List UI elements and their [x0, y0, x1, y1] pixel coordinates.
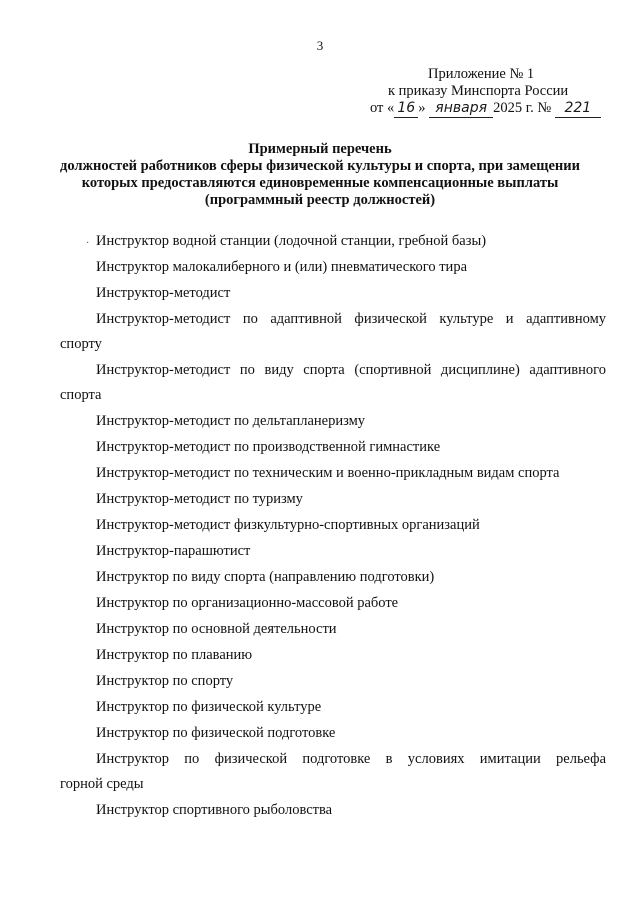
position-text: Инструктор по организационно-массовой работе [96, 595, 399, 611]
position-text: Инструктор-методист по туризму [96, 491, 303, 507]
position-item [60, 698, 606, 716]
position-text: Инструктор спортивного рыболовства [96, 802, 333, 818]
heading-line-4: (программный реестр должностей) [204, 192, 436, 208]
appendix-order-ref: к приказу Минспорта России [388, 83, 569, 99]
position-text: Инструктор по физической подготовке в условиях имитации рельефа [96, 751, 606, 767]
position-item [60, 258, 606, 276]
position-item [60, 646, 606, 664]
position-text: Инструктор-методист физкультурно-спортивных организаций [96, 517, 480, 533]
position-text: Инструктор по спорту [96, 673, 234, 689]
appendix-title: Приложение № 1 [428, 66, 535, 82]
year-text: 2025 г. № [493, 100, 552, 116]
page-number: 3 [316, 38, 324, 53]
position-text-continuation: спорта [60, 387, 102, 403]
position-item [60, 232, 606, 250]
position-item [60, 568, 606, 586]
position-item [60, 801, 606, 819]
heading-line-1: Примерный перечень [248, 141, 392, 157]
position-text: Инструктор по плаванию [96, 647, 253, 663]
stray-mark: · [86, 238, 90, 249]
position-item [60, 464, 606, 482]
position-text: Инструктор по основной деятельности [96, 621, 337, 637]
position-text: Инструктор по физической подготовке [96, 725, 336, 741]
position-text: Инструктор-методист [96, 285, 231, 301]
position-item [60, 724, 606, 742]
position-item [60, 750, 606, 793]
position-item [60, 361, 606, 404]
document-heading [20, 141, 620, 209]
position-item [60, 284, 606, 302]
position-item [60, 620, 606, 638]
position-text: Инструктор малокалиберного и (или) пневматического тира [96, 259, 468, 275]
position-text: Инструктор-методист по техническим и военно-прикладным видам спорта [96, 465, 560, 481]
date-prefix: от « [370, 100, 395, 116]
positions-list [60, 232, 606, 827]
heading-line-2: должностей работников сферы физической культуры и спорта, при замещении [59, 158, 580, 174]
position-text: Инструктор по виду спорта (направлению подготовки) [96, 569, 435, 585]
position-text-continuation: горной среды [60, 776, 144, 792]
position-text: Инструктор-методист по производственной гимнастике [96, 439, 441, 455]
appendix-block [370, 66, 610, 118]
position-text-continuation: спорту [60, 336, 102, 352]
position-item [60, 412, 606, 430]
heading-line-3: которых предоставляются единовременные компенсационные выплаты [81, 175, 559, 191]
handwritten-month: января [429, 100, 493, 118]
handwritten-order-number: 221 [555, 100, 601, 118]
position-text: Инструктор по физической культуре [96, 699, 322, 715]
handwritten-day: 16 [394, 100, 418, 118]
position-item [60, 542, 606, 560]
position-text: Инструктор-методист по дельтапланеризму [96, 413, 366, 429]
position-text: Инструктор-методист по адаптивной физической культуре и адаптивному [96, 311, 606, 327]
position-item [60, 516, 606, 534]
position-item [60, 594, 606, 612]
position-text: Инструктор-парашютист [96, 543, 251, 559]
position-item [60, 438, 606, 456]
position-item [60, 490, 606, 508]
position-item [60, 672, 606, 690]
position-text: Инструктор-методист по виду спорта (спортивной дисциплине) адаптивного [96, 362, 606, 378]
position-text: Инструктор водной станции (лодочной станции, гребной базы) [96, 233, 487, 249]
date-mid: » [418, 100, 426, 116]
appendix-date-line [370, 100, 610, 118]
position-item [60, 310, 606, 353]
